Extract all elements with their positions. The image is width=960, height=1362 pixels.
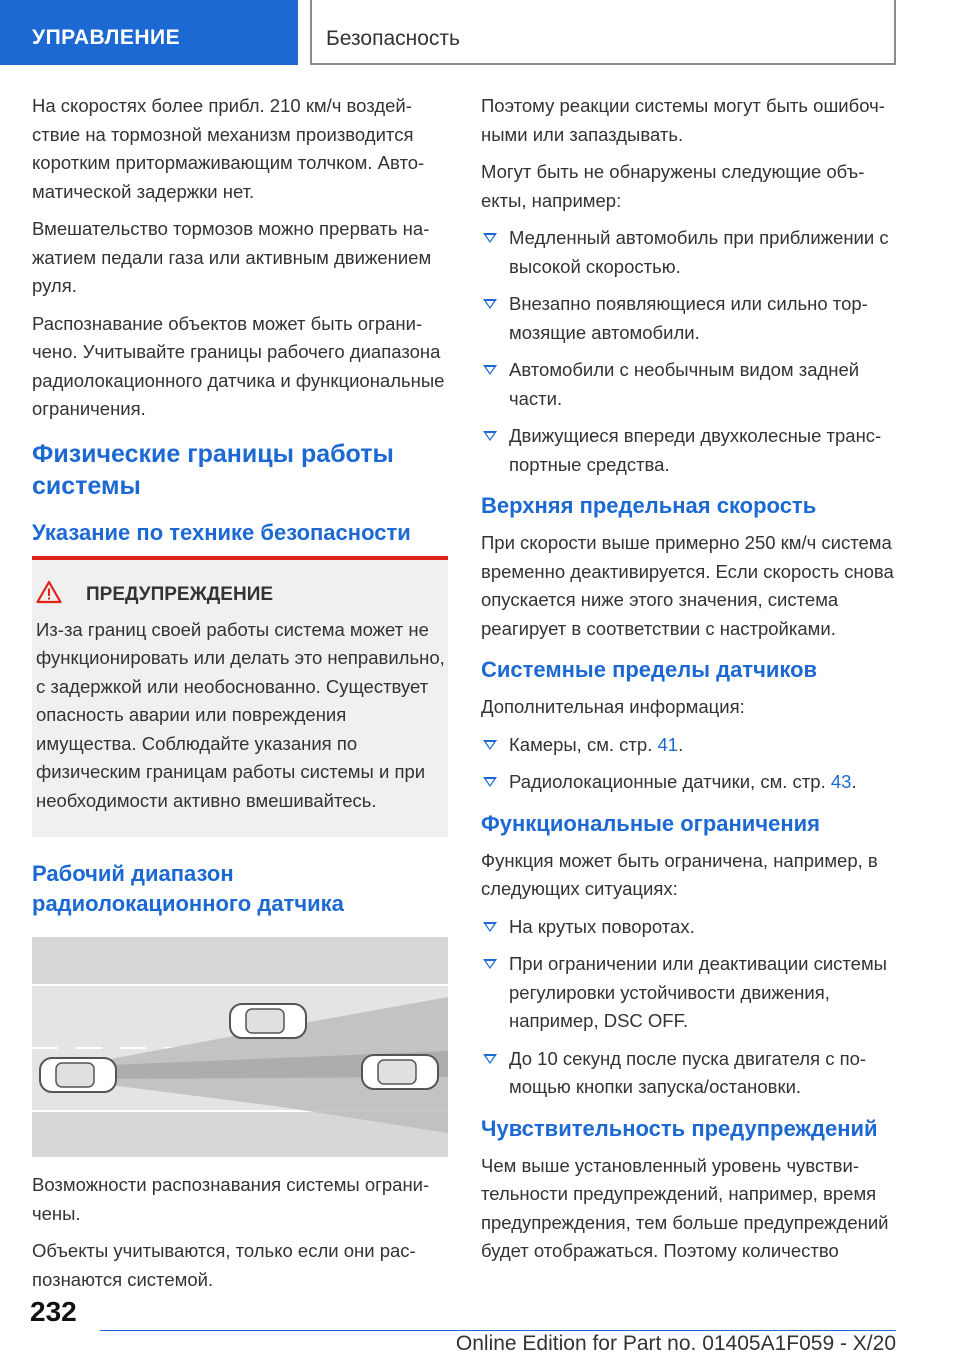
radar-range-illustration: [32, 937, 448, 1157]
heading-radar-range: Рабочий диапазон радиолокационного датчика: [32, 861, 344, 916]
paragraph: Объекты учитываются, только если они распознаются системой.: [32, 1240, 416, 1290]
paragraph: Вмешательство тормозов можно прервать нажатием педали газа или активным движением руля.: [32, 218, 432, 296]
list-item: Медленный автомобиль при приближении с высокой скоростью.: [481, 224, 897, 281]
bullet-triangle-icon: [483, 777, 497, 787]
paragraph: Возможности распознавания системы ограничены.: [32, 1174, 430, 1224]
car-icon: [230, 1004, 306, 1038]
left-column: [32, 92, 448, 1303]
footer-divider: [100, 1330, 896, 1331]
list-item: Радиолокационные датчики, см. стр. 43.: [481, 768, 897, 797]
page-link-43[interactable]: 43: [830, 771, 852, 792]
footer-edition[interactable]: Online Edition for Part no. 01405A1F059 - X/20: [455, 1332, 896, 1355]
situations-list: [481, 913, 897, 1102]
warning-triangle-icon: [36, 580, 72, 610]
bullet-triangle-icon: [483, 959, 497, 969]
bullet-triangle-icon: [483, 233, 497, 243]
list-item: Внезапно появляющиеся или сильно тормозящие автомобили.: [481, 290, 897, 347]
warning-text: Из-за границ своей работы система может не функционировать или делать это неправильно, с задержкой или необоснованно. Существует опасность аварии или повреждения имущества. Соблюдайте указания по физическим границам работы системы и при необходимости активно вмешивайтесь.: [36, 618, 445, 811]
paragraph: На скоростях более прибл. 210 км/ч воздействие на тормозной механизм производится коротким притормаживающим толчком. Автоматической задержки нет.: [32, 95, 425, 202]
road-diagram: [32, 937, 448, 1157]
heading-warning-sensitivity: Чувствительность предупреждений: [481, 1115, 878, 1141]
heading-speed-limit: Верхняя предельная скорость: [481, 493, 817, 518]
warning-header: [36, 580, 448, 610]
heading-safety-note: Указание по технике безопасности: [32, 519, 411, 545]
right-column: [481, 92, 897, 1275]
sensor-reference-list: [481, 731, 897, 797]
paragraph: Могут быть не обнаружены следующие объекты, например:: [481, 161, 865, 211]
paragraph: Распознавание объектов может быть ограничено. Учитывайте границы рабочего диапазона радиолокационного датчика и функциональные ограничения.: [32, 312, 445, 419]
own-car-icon: [40, 1058, 116, 1092]
subsection-title: Безопасность: [312, 0, 896, 65]
undetected-objects-list: [481, 224, 897, 479]
bullet-triangle-icon: [483, 299, 497, 309]
paragraph: При скорости выше примерно 250 км/ч система временно деактивируется. Если скорость снова опускается ниже этого значения, система реагирует в соответствии с настройками.: [481, 532, 894, 639]
car-icon: [362, 1055, 438, 1089]
heading-physical-limits: Физические границы работы системы: [32, 439, 394, 500]
paragraph: Чем выше установленный уровень чувствительности предупреждений, например, время предупреждения, тем больше предупреждений будет отображаться. Поэтому количество: [481, 1154, 889, 1261]
list-item: Автомобили с необычным видом задней части.: [481, 356, 897, 413]
list-item: При ограничении или деактивации системы регулировки устойчивости движения, например, DSC OFF.: [481, 950, 897, 1036]
list-item: На крутых поворотах.: [481, 913, 897, 942]
warning-title: ПРЕДУПРЕЖДЕНИЕ: [86, 583, 274, 605]
page-link-41[interactable]: 41: [657, 733, 679, 755]
list-item: Камеры, см. стр. 41.: [481, 731, 897, 760]
paragraph: Поэтому реакции системы могут быть ошибочными или запаздывать.: [481, 95, 885, 145]
section-tab: УПРАВЛЕНИЕ: [0, 0, 298, 65]
heading-functional-limits: Функциональные ограничения: [481, 810, 820, 836]
list-item: Движущиеся впереди двухколесные транспортные средства.: [481, 422, 897, 479]
page-number: 232: [30, 1296, 77, 1327]
paragraph: Функция может быть ограничена, например, в следующих ситуациях:: [481, 849, 878, 899]
warning-box: [32, 556, 448, 838]
bullet-triangle-icon: [483, 922, 497, 932]
bullet-triangle-icon: [483, 740, 497, 750]
bullet-triangle-icon: [483, 1054, 497, 1064]
list-item: До 10 секунд после пуска двигателя с помощью кнопки запуска/остановки.: [481, 1045, 897, 1102]
bullet-triangle-icon: [483, 431, 497, 441]
paragraph: Дополнительная информация:: [481, 696, 745, 717]
bullet-triangle-icon: [483, 365, 497, 375]
heading-sensor-limits: Системные пределы датчиков: [481, 657, 818, 682]
